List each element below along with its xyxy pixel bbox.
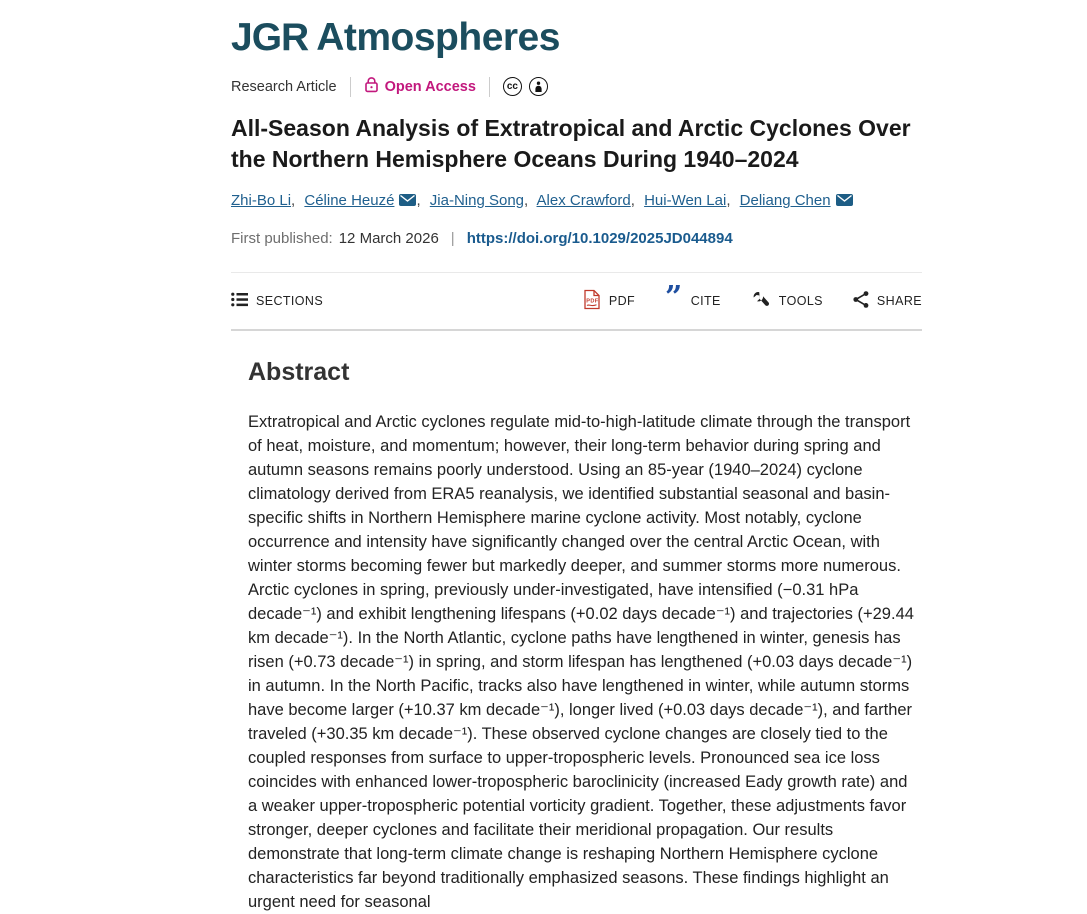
journal-logo-abbr: JGR: [231, 16, 309, 59]
tools-button[interactable]: [751, 290, 823, 313]
sections-list-icon: [231, 292, 248, 310]
by-attribution-icon[interactable]: [529, 77, 548, 96]
pdf-label: PDF: [608, 294, 636, 308]
cite-label: CITE: [690, 294, 721, 308]
cite-quotes-icon: ”: [665, 280, 683, 315]
share-label: SHARE: [876, 294, 922, 308]
sections-label: SECTIONS: [256, 294, 324, 308]
author-link[interactable]: Zhi-Bo Li: [231, 192, 292, 209]
svg-text:PDF: PDF: [586, 298, 599, 305]
cc-license-icon[interactable]: cc: [503, 77, 522, 96]
author-separator: ,: [524, 192, 529, 209]
license-icons: [503, 77, 548, 96]
pdf-button[interactable]: [583, 289, 635, 313]
email-icon[interactable]: [836, 191, 853, 213]
publication-date: 12 March 2026: [338, 230, 439, 247]
article-type-label: Research Article: [231, 78, 337, 95]
author-link[interactable]: Deliang Chen: [739, 192, 831, 209]
author-link[interactable]: Jia-Ning Song: [429, 192, 524, 209]
tools-wrench-icon: [751, 290, 771, 313]
divider: [350, 77, 351, 97]
open-access-label: Open Access: [384, 78, 476, 95]
article-title: All-Season Analysis of Extratropical and Arctic Cyclones Over the Northern Hemisphere Oceans During 1940–2024: [231, 115, 911, 172]
abstract-paragraph: Extratropical and Arctic cyclones regulate mid-to-high-latitude climate through the transport of heat, moisture, and momentum; however, their long-term behavior during spring and autumn seasons remains poorly understood. Using an 85-year (1940–2024) cyclone climatology derived from ERA5 reanalysis, we identified substantial seasonal and basin-specific shifts in Northern Hemisphere marine cyclone activity. Most notably, cyclone occurrence and intensity have significantly changed over the central Arctic Ocean, with winter storms becoming fewer but markedly deeper, and summer storms more numerous. Arctic cyclones in spring, previously under-investigated, have intensified (−0.31 hPa decade⁻¹) and exhibit lengthening lifespans (+0.02 days decade⁻¹) and trajectories (+29.44 km decade⁻¹). In the North Atlantic, cyclone paths have lengthened in winter, genesis has risen (+0.73 decade⁻¹) in spring, and storm lifespan has lengthened (+0.03 days decade⁻¹) in autumn. In the North Pacific, tracks also have lengthened in winter, while autumn storms have become larger (+10.37 km decade⁻¹), longer lived (+0.03 days decade⁻¹), and farther traveled (+30.35 km decade⁻¹). These observed cyclone changes are closely tied to the coupled responses from surface to upper-tropospheric levels. Pronounced sea ice loss coincides with enhanced lower-tropospheric baroclinicity (increased Eady growth rate) and a weaker upper-tropospheric potential vorticity gradient. Together, these adjustments favor stronger, deeper cyclones and facilitate their meridional propagation. Our results demonstrate that long-term climate change is reshaping Northern Hemisphere cyclone characteristics far beyond traditionally emphasized seasons. These findings highlight an urgent need for seasonal: [248, 413, 914, 911]
divider: |: [450, 230, 455, 247]
author-link[interactable]: Céline Heuzé: [304, 192, 395, 209]
open-lock-icon: [364, 76, 379, 97]
abstract-section: [231, 358, 922, 914]
pdf-icon: [583, 289, 601, 313]
abstract-heading: Abstract: [248, 358, 350, 386]
email-icon[interactable]: [399, 191, 416, 213]
author-separator: ,: [416, 192, 421, 209]
author-separator: ,: [630, 192, 635, 209]
divider: [489, 77, 490, 97]
first-published-label: First published:: [231, 230, 333, 247]
author-link[interactable]: Hui-Wen Lai: [644, 192, 727, 209]
toolbar-actions: [583, 280, 922, 315]
sections-button[interactable]: [231, 292, 323, 310]
open-access-badge: [364, 76, 476, 97]
share-button[interactable]: [853, 291, 922, 311]
author-separator: ,: [291, 192, 296, 209]
author-separator: ,: [726, 192, 731, 209]
doi-link[interactable]: https://doi.org/10.1029/2025JD044894: [466, 230, 733, 247]
tools-label: TOOLS: [778, 294, 823, 308]
publication-info: [231, 230, 922, 247]
journal-logo[interactable]: [231, 0, 922, 59]
article-meta-row: [231, 76, 922, 97]
author-list: [231, 190, 922, 213]
author-link[interactable]: Alex Crawford: [536, 192, 631, 209]
journal-logo-name: Atmospheres: [316, 16, 560, 59]
share-nodes-icon: [853, 291, 869, 311]
article-toolbar: [231, 272, 922, 331]
article-page: [231, 0, 922, 914]
cite-button[interactable]: [665, 280, 721, 315]
